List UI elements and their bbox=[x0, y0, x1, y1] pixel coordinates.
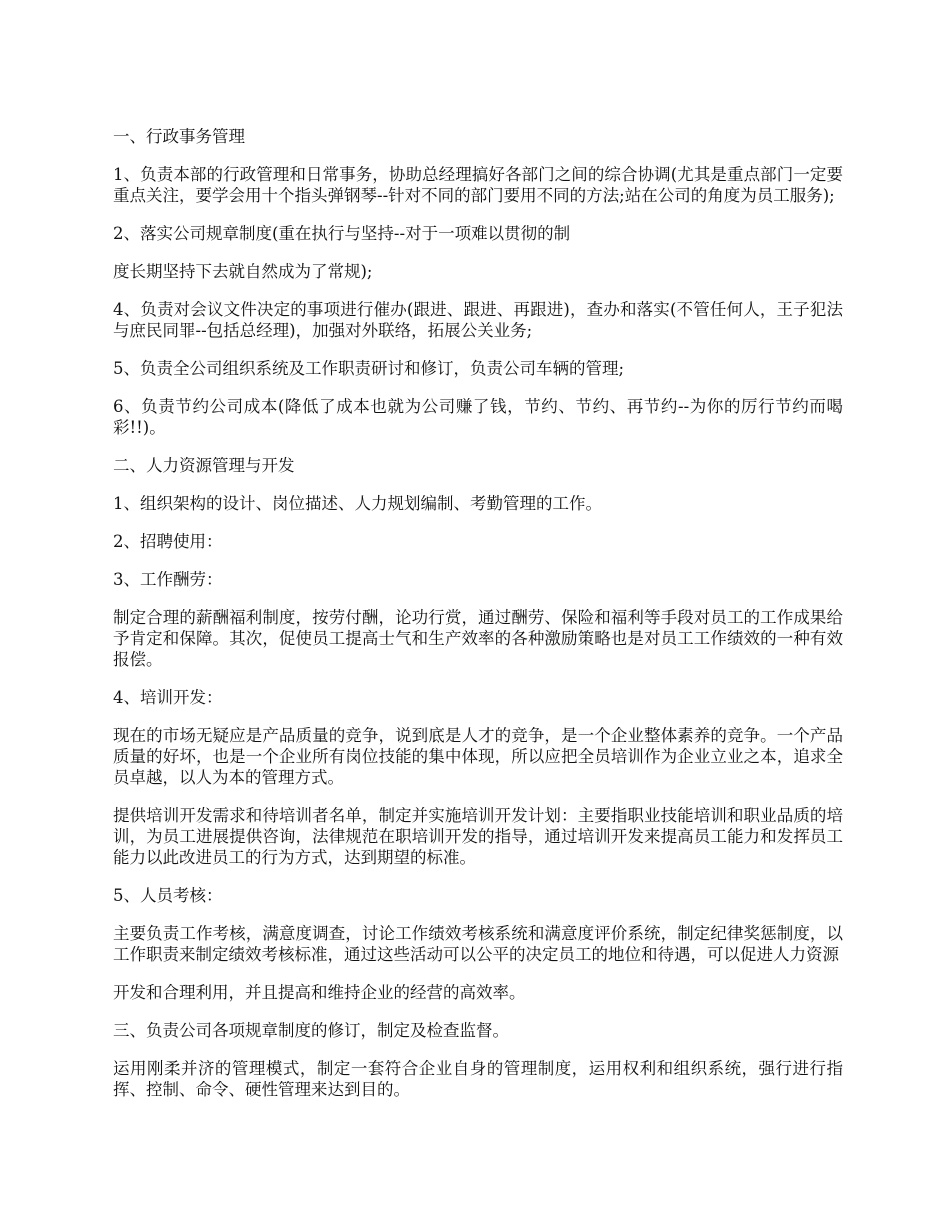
hr-item-4-body-1: 现在的市场无疑应是产品质量的竞争，说到底是人才的竞争，是一个企业整体素养的竞争。一个产品质量的好坏，也是一个企业所有岗位技能的集中体现，所以应把全员培训作为企业立业之本，追求全员卓越，以人为本的管理方式。 bbox=[113, 726, 843, 787]
section-heading-hr: 二、人力资源管理与开发 bbox=[113, 456, 295, 475]
hr-item-5: 5、人员考核： bbox=[113, 886, 223, 905]
admin-item-6: 6、负责节约公司成本(降低了成本也就为公司赚了钱，节约、节约、再节约--为你的厉行节约而喝彩!!)。 bbox=[113, 397, 843, 437]
hr-item-3-body: 制定合理的薪酬福利制度，按劳付酬，论功行赏，通过酬劳、保险和福利等手段对员工的工作成果给予肯定和保障。其次，促使员工提高士气和生产效率的各种激励策略也是对员工工作绩效的一种有效报偿。 bbox=[113, 608, 843, 669]
hr-item-2: 2、招聘使用： bbox=[113, 532, 223, 551]
admin-item-5: 5、负责全公司组织系统及工作职责研讨和修订，负责公司车辆的管理; bbox=[113, 359, 625, 378]
admin-item-1: 1、负责本部的行政管理和日常事务，协助总经理搞好各部门之间的综合协调(尤其是重点部门一定要重点关注，要学会用十个指头弹钢琴--针对不同的部门要用不同的方法;站在公司的角度为员工服务); bbox=[113, 165, 843, 205]
hr-item-5-body-2: 开发和合理利用，并且提高和维持企业的经营的高效率。 bbox=[113, 983, 526, 1002]
admin-item-2-continued: 度长期坚持下去就自然成为了常规); bbox=[113, 262, 373, 281]
hr-item-3: 3、工作酬劳： bbox=[113, 570, 223, 589]
document-body bbox=[113, 126, 843, 1100]
hr-item-4: 4、培训开发： bbox=[113, 688, 223, 707]
hr-item-4-body-2: 提供培训开发需求和待培训者名单，制定并实施培训开发计划：主要指职业技能培训和职业品质的培训，为员工进展提供咨询，法律规范在职培训开发的指导，通过培训开发来提高员工能力和发挥员工能力以此改进员工的行为方式，达到期望的标准。 bbox=[113, 806, 843, 867]
admin-item-4: 4、负责对会议文件决定的事项进行催办(跟进、跟进、再跟进)，查办和落实(不管任何人，王子犯法与庶民同罪--包括总经理)，加强对外联络，拓展公关业务; bbox=[113, 300, 843, 340]
section-heading-rules: 三、负责公司各项规章制度的修订，制定及检查监督。 bbox=[113, 1021, 509, 1040]
hr-item-1: 1、组织架构的设计、岗位描述、人力规划编制、考勤管理的工作。 bbox=[113, 494, 602, 513]
rules-body: 运用刚柔并济的管理模式，制定一套符合企业自身的管理制度，运用权利和组织系统，强行进行指挥、控制、命令、硬性管理来达到目的。 bbox=[113, 1059, 843, 1099]
section-heading-admin: 一、行政事务管理 bbox=[113, 127, 245, 146]
admin-item-2: 2、落实公司规章制度(重在执行与坚持--对于一项难以贯彻的制 bbox=[113, 224, 571, 243]
hr-item-5-body-1: 主要负责工作考核，满意度调查，讨论工作绩效考核系统和满意度评价系统，制定纪律奖惩制度，以工作职责来制定绩效考核标准，通过这些活动可以公平的决定员工的地位和待遇，可以促进人力资源 bbox=[113, 924, 843, 964]
